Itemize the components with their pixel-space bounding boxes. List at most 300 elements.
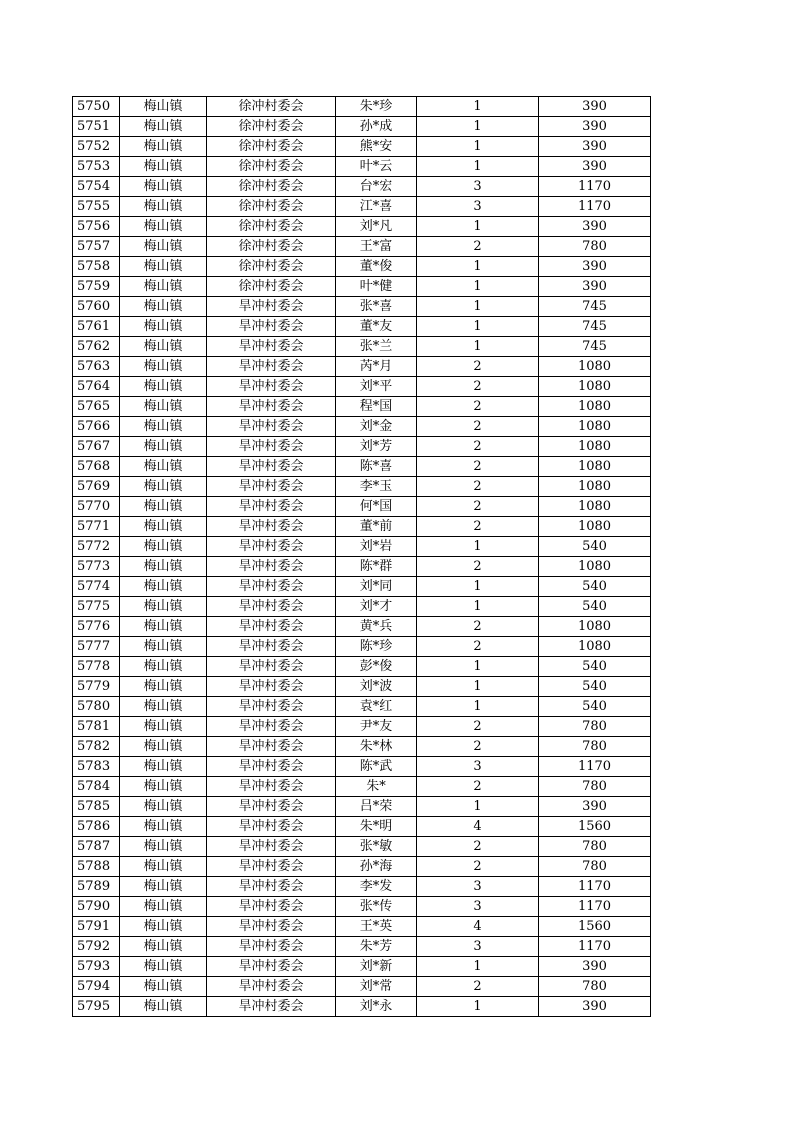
row-number-cell: 5755 — [73, 197, 120, 217]
table-row — [73, 337, 651, 357]
amount-cell: 1080 — [539, 617, 651, 637]
amount-cell: 1080 — [539, 357, 651, 377]
amount-cell: 780 — [539, 777, 651, 797]
count-cell: 1 — [417, 217, 539, 237]
count-cell: 2 — [417, 437, 539, 457]
name-cell: 董*俊 — [336, 257, 417, 277]
town-cell: 梅山镇 — [120, 397, 207, 417]
row-number-cell: 5764 — [73, 377, 120, 397]
row-number-cell: 5785 — [73, 797, 120, 817]
count-cell: 2 — [417, 777, 539, 797]
amount-cell: 540 — [539, 697, 651, 717]
row-number-cell: 5754 — [73, 177, 120, 197]
table-row — [73, 117, 651, 137]
village-committee-cell: 旱冲村委会 — [207, 617, 336, 637]
row-number-cell: 5792 — [73, 937, 120, 957]
amount-cell: 390 — [539, 157, 651, 177]
name-cell: 叶*健 — [336, 277, 417, 297]
name-cell: 黄*兵 — [336, 617, 417, 637]
count-cell: 1 — [417, 117, 539, 137]
count-cell: 1 — [417, 797, 539, 817]
count-cell: 2 — [417, 477, 539, 497]
name-cell: 刘*芳 — [336, 437, 417, 457]
amount-cell: 1080 — [539, 457, 651, 477]
count-cell: 2 — [417, 617, 539, 637]
amount-cell: 1080 — [539, 477, 651, 497]
row-number-cell: 5777 — [73, 637, 120, 657]
count-cell: 1 — [417, 997, 539, 1017]
count-cell: 2 — [417, 397, 539, 417]
row-number-cell: 5762 — [73, 337, 120, 357]
town-cell: 梅山镇 — [120, 577, 207, 597]
table-row — [73, 957, 651, 977]
amount-cell: 745 — [539, 337, 651, 357]
amount-cell: 1170 — [539, 897, 651, 917]
table-row — [73, 417, 651, 437]
table-row — [73, 837, 651, 857]
village-committee-cell: 旱冲村委会 — [207, 357, 336, 377]
village-committee-cell: 旱冲村委会 — [207, 777, 336, 797]
row-number-cell: 5795 — [73, 997, 120, 1017]
count-cell: 1 — [417, 957, 539, 977]
table-row — [73, 557, 651, 577]
table-row — [73, 197, 651, 217]
count-cell: 2 — [417, 457, 539, 477]
amount-cell: 780 — [539, 237, 651, 257]
count-cell: 2 — [417, 497, 539, 517]
data-table — [72, 96, 651, 1017]
village-committee-cell: 旱冲村委会 — [207, 797, 336, 817]
table-row — [73, 617, 651, 637]
amount-cell: 1080 — [539, 417, 651, 437]
name-cell: 朱* — [336, 777, 417, 797]
name-cell: 董*前 — [336, 517, 417, 537]
town-cell: 梅山镇 — [120, 957, 207, 977]
amount-cell: 390 — [539, 957, 651, 977]
village-committee-cell: 旱冲村委会 — [207, 517, 336, 537]
count-cell: 2 — [417, 417, 539, 437]
count-cell: 3 — [417, 937, 539, 957]
table-row — [73, 917, 651, 937]
village-committee-cell: 徐冲村委会 — [207, 177, 336, 197]
amount-cell: 780 — [539, 977, 651, 997]
count-cell: 1 — [417, 137, 539, 157]
count-cell: 2 — [417, 557, 539, 577]
village-committee-cell: 旱冲村委会 — [207, 477, 336, 497]
town-cell: 梅山镇 — [120, 357, 207, 377]
town-cell: 梅山镇 — [120, 517, 207, 537]
name-cell: 王*英 — [336, 917, 417, 937]
village-committee-cell: 旱冲村委会 — [207, 877, 336, 897]
table-row — [73, 577, 651, 597]
village-committee-cell: 旱冲村委会 — [207, 937, 336, 957]
name-cell: 陈*群 — [336, 557, 417, 577]
village-committee-cell: 徐冲村委会 — [207, 257, 336, 277]
village-committee-cell: 旱冲村委会 — [207, 737, 336, 757]
row-number-cell: 5765 — [73, 397, 120, 417]
village-committee-cell: 旱冲村委会 — [207, 837, 336, 857]
table-row — [73, 357, 651, 377]
village-committee-cell: 徐冲村委会 — [207, 217, 336, 237]
table-row — [73, 497, 651, 517]
row-number-cell: 5780 — [73, 697, 120, 717]
town-cell: 梅山镇 — [120, 417, 207, 437]
amount-cell: 1560 — [539, 817, 651, 837]
town-cell: 梅山镇 — [120, 557, 207, 577]
amount-cell: 540 — [539, 597, 651, 617]
town-cell: 梅山镇 — [120, 977, 207, 997]
village-committee-cell: 旱冲村委会 — [207, 897, 336, 917]
name-cell: 张*喜 — [336, 297, 417, 317]
amount-cell: 390 — [539, 117, 651, 137]
count-cell: 3 — [417, 877, 539, 897]
village-committee-cell: 旱冲村委会 — [207, 457, 336, 477]
village-committee-cell: 旱冲村委会 — [207, 497, 336, 517]
name-cell: 熊*安 — [336, 137, 417, 157]
name-cell: 李*玉 — [336, 477, 417, 497]
village-committee-cell: 徐冲村委会 — [207, 97, 336, 117]
row-number-cell: 5789 — [73, 877, 120, 897]
town-cell: 梅山镇 — [120, 697, 207, 717]
name-cell: 刘*平 — [336, 377, 417, 397]
town-cell: 梅山镇 — [120, 777, 207, 797]
row-number-cell: 5778 — [73, 657, 120, 677]
row-number-cell: 5775 — [73, 597, 120, 617]
table-row — [73, 937, 651, 957]
name-cell: 陈*珍 — [336, 637, 417, 657]
amount-cell: 540 — [539, 657, 651, 677]
row-number-cell: 5759 — [73, 277, 120, 297]
village-committee-cell: 旱冲村委会 — [207, 677, 336, 697]
count-cell: 2 — [417, 717, 539, 737]
name-cell: 台*宏 — [336, 177, 417, 197]
amount-cell: 1170 — [539, 937, 651, 957]
town-cell: 梅山镇 — [120, 637, 207, 657]
amount-cell: 780 — [539, 737, 651, 757]
amount-cell: 390 — [539, 277, 651, 297]
table-row — [73, 697, 651, 717]
row-number-cell: 5767 — [73, 437, 120, 457]
name-cell: 吕*荣 — [336, 797, 417, 817]
name-cell: 张*敏 — [336, 837, 417, 857]
town-cell: 梅山镇 — [120, 937, 207, 957]
count-cell: 2 — [417, 237, 539, 257]
table-row — [73, 997, 651, 1017]
village-committee-cell: 旱冲村委会 — [207, 697, 336, 717]
row-number-cell: 5771 — [73, 517, 120, 537]
count-cell: 1 — [417, 257, 539, 277]
town-cell: 梅山镇 — [120, 277, 207, 297]
town-cell: 梅山镇 — [120, 477, 207, 497]
count-cell: 3 — [417, 897, 539, 917]
amount-cell: 745 — [539, 297, 651, 317]
row-number-cell: 5760 — [73, 297, 120, 317]
town-cell: 梅山镇 — [120, 97, 207, 117]
town-cell: 梅山镇 — [120, 837, 207, 857]
village-committee-cell: 旱冲村委会 — [207, 297, 336, 317]
village-committee-cell: 徐冲村委会 — [207, 157, 336, 177]
table-row — [73, 297, 651, 317]
row-number-cell: 5757 — [73, 237, 120, 257]
town-cell: 梅山镇 — [120, 497, 207, 517]
count-cell: 2 — [417, 357, 539, 377]
name-cell: 陈*喜 — [336, 457, 417, 477]
village-committee-cell: 旱冲村委会 — [207, 397, 336, 417]
row-number-cell: 5773 — [73, 557, 120, 577]
name-cell: 彭*俊 — [336, 657, 417, 677]
village-committee-cell: 旱冲村委会 — [207, 557, 336, 577]
town-cell: 梅山镇 — [120, 157, 207, 177]
amount-cell: 1080 — [539, 497, 651, 517]
town-cell: 梅山镇 — [120, 237, 207, 257]
village-committee-cell: 徐冲村委会 — [207, 277, 336, 297]
row-number-cell: 5761 — [73, 317, 120, 337]
table-row — [73, 97, 651, 117]
village-committee-cell: 旱冲村委会 — [207, 337, 336, 357]
count-cell: 2 — [417, 977, 539, 997]
table-row — [73, 537, 651, 557]
name-cell: 刘*永 — [336, 997, 417, 1017]
row-number-cell: 5753 — [73, 157, 120, 177]
amount-cell: 1170 — [539, 757, 651, 777]
town-cell: 梅山镇 — [120, 597, 207, 617]
amount-cell: 1080 — [539, 377, 651, 397]
table-row — [73, 257, 651, 277]
row-number-cell: 5751 — [73, 117, 120, 137]
amount-cell: 1170 — [539, 877, 651, 897]
row-number-cell: 5782 — [73, 737, 120, 757]
table-row — [73, 277, 651, 297]
name-cell: 刘*才 — [336, 597, 417, 617]
village-committee-cell: 旱冲村委会 — [207, 657, 336, 677]
amount-cell: 780 — [539, 837, 651, 857]
amount-cell: 540 — [539, 537, 651, 557]
row-number-cell: 5752 — [73, 137, 120, 157]
count-cell: 2 — [417, 637, 539, 657]
village-committee-cell: 徐冲村委会 — [207, 237, 336, 257]
amount-cell: 780 — [539, 717, 651, 737]
name-cell: 芮*月 — [336, 357, 417, 377]
name-cell: 孙*成 — [336, 117, 417, 137]
town-cell: 梅山镇 — [120, 257, 207, 277]
count-cell: 1 — [417, 157, 539, 177]
name-cell: 董*友 — [336, 317, 417, 337]
name-cell: 江*喜 — [336, 197, 417, 217]
name-cell: 尹*友 — [336, 717, 417, 737]
count-cell: 3 — [417, 197, 539, 217]
town-cell: 梅山镇 — [120, 917, 207, 937]
name-cell: 袁*红 — [336, 697, 417, 717]
amount-cell: 390 — [539, 797, 651, 817]
name-cell: 刘*常 — [336, 977, 417, 997]
table-row — [73, 717, 651, 737]
row-number-cell: 5779 — [73, 677, 120, 697]
name-cell: 刘*凡 — [336, 217, 417, 237]
row-number-cell: 5786 — [73, 817, 120, 837]
name-cell: 刘*金 — [336, 417, 417, 437]
name-cell: 刘*新 — [336, 957, 417, 977]
row-number-cell: 5763 — [73, 357, 120, 377]
count-cell: 1 — [417, 657, 539, 677]
amount-cell: 390 — [539, 997, 651, 1017]
amount-cell: 390 — [539, 137, 651, 157]
table-row — [73, 217, 651, 237]
name-cell: 刘*波 — [336, 677, 417, 697]
table-row — [73, 177, 651, 197]
town-cell: 梅山镇 — [120, 377, 207, 397]
count-cell: 2 — [417, 377, 539, 397]
count-cell: 1 — [417, 697, 539, 717]
name-cell: 朱*珍 — [336, 97, 417, 117]
town-cell: 梅山镇 — [120, 137, 207, 157]
name-cell: 朱*明 — [336, 817, 417, 837]
name-cell: 朱*芳 — [336, 937, 417, 957]
table-row — [73, 157, 651, 177]
village-committee-cell: 徐冲村委会 — [207, 197, 336, 217]
town-cell: 梅山镇 — [120, 177, 207, 197]
name-cell: 刘*岩 — [336, 537, 417, 557]
town-cell: 梅山镇 — [120, 797, 207, 817]
count-cell: 1 — [417, 97, 539, 117]
count-cell: 1 — [417, 677, 539, 697]
name-cell: 李*发 — [336, 877, 417, 897]
table-row — [73, 517, 651, 537]
table-row — [73, 737, 651, 757]
village-committee-cell: 旱冲村委会 — [207, 437, 336, 457]
village-committee-cell: 旱冲村委会 — [207, 717, 336, 737]
row-number-cell: 5793 — [73, 957, 120, 977]
count-cell: 1 — [417, 277, 539, 297]
table-row — [73, 977, 651, 997]
town-cell: 梅山镇 — [120, 857, 207, 877]
count-cell: 1 — [417, 537, 539, 557]
village-committee-cell: 旱冲村委会 — [207, 597, 336, 617]
village-committee-cell: 旱冲村委会 — [207, 977, 336, 997]
town-cell: 梅山镇 — [120, 297, 207, 317]
name-cell: 朱*林 — [336, 737, 417, 757]
amount-cell: 390 — [539, 217, 651, 237]
village-committee-cell: 旱冲村委会 — [207, 857, 336, 877]
row-number-cell: 5776 — [73, 617, 120, 637]
row-number-cell: 5790 — [73, 897, 120, 917]
town-cell: 梅山镇 — [120, 737, 207, 757]
table-row — [73, 597, 651, 617]
town-cell: 梅山镇 — [120, 897, 207, 917]
town-cell: 梅山镇 — [120, 817, 207, 837]
village-committee-cell: 徐冲村委会 — [207, 137, 336, 157]
amount-cell: 780 — [539, 857, 651, 877]
amount-cell: 540 — [539, 577, 651, 597]
count-cell: 1 — [417, 577, 539, 597]
count-cell: 3 — [417, 757, 539, 777]
row-number-cell: 5788 — [73, 857, 120, 877]
table-row — [73, 677, 651, 697]
row-number-cell: 5769 — [73, 477, 120, 497]
village-committee-cell: 旱冲村委会 — [207, 917, 336, 937]
amount-cell: 1080 — [539, 437, 651, 457]
row-number-cell: 5794 — [73, 977, 120, 997]
name-cell: 王*富 — [336, 237, 417, 257]
village-committee-cell: 旱冲村委会 — [207, 577, 336, 597]
village-committee-cell: 旱冲村委会 — [207, 637, 336, 657]
count-cell: 3 — [417, 177, 539, 197]
table-row — [73, 397, 651, 417]
village-committee-cell: 旱冲村委会 — [207, 377, 336, 397]
name-cell: 叶*云 — [336, 157, 417, 177]
amount-cell: 1170 — [539, 177, 651, 197]
row-number-cell: 5772 — [73, 537, 120, 557]
row-number-cell: 5770 — [73, 497, 120, 517]
amount-cell: 745 — [539, 317, 651, 337]
table-row — [73, 237, 651, 257]
amount-cell: 390 — [539, 257, 651, 277]
name-cell: 陈*武 — [336, 757, 417, 777]
name-cell: 孙*海 — [336, 857, 417, 877]
row-number-cell: 5756 — [73, 217, 120, 237]
name-cell: 张*兰 — [336, 337, 417, 357]
table-row — [73, 437, 651, 457]
town-cell: 梅山镇 — [120, 437, 207, 457]
count-cell: 2 — [417, 517, 539, 537]
count-cell: 2 — [417, 837, 539, 857]
town-cell: 梅山镇 — [120, 757, 207, 777]
table-row — [73, 777, 651, 797]
name-cell: 张*传 — [336, 897, 417, 917]
town-cell: 梅山镇 — [120, 997, 207, 1017]
town-cell: 梅山镇 — [120, 617, 207, 637]
town-cell: 梅山镇 — [120, 217, 207, 237]
count-cell: 1 — [417, 317, 539, 337]
town-cell: 梅山镇 — [120, 677, 207, 697]
row-number-cell: 5750 — [73, 97, 120, 117]
town-cell: 梅山镇 — [120, 457, 207, 477]
village-committee-cell: 旱冲村委会 — [207, 317, 336, 337]
table-row — [73, 757, 651, 777]
table-row — [73, 477, 651, 497]
town-cell: 梅山镇 — [120, 877, 207, 897]
amount-cell: 1560 — [539, 917, 651, 937]
row-number-cell: 5784 — [73, 777, 120, 797]
town-cell: 梅山镇 — [120, 117, 207, 137]
village-committee-cell: 旱冲村委会 — [207, 537, 336, 557]
row-number-cell: 5766 — [73, 417, 120, 437]
table-row — [73, 817, 651, 837]
count-cell: 2 — [417, 857, 539, 877]
count-cell: 1 — [417, 597, 539, 617]
amount-cell: 1080 — [539, 637, 651, 657]
village-committee-cell: 徐冲村委会 — [207, 117, 336, 137]
table-row — [73, 657, 651, 677]
village-committee-cell: 旱冲村委会 — [207, 817, 336, 837]
town-cell: 梅山镇 — [120, 317, 207, 337]
town-cell: 梅山镇 — [120, 717, 207, 737]
count-cell: 4 — [417, 817, 539, 837]
table-row — [73, 457, 651, 477]
row-number-cell: 5781 — [73, 717, 120, 737]
table-row — [73, 897, 651, 917]
amount-cell: 1170 — [539, 197, 651, 217]
amount-cell: 540 — [539, 677, 651, 697]
amount-cell: 1080 — [539, 557, 651, 577]
town-cell: 梅山镇 — [120, 337, 207, 357]
town-cell: 梅山镇 — [120, 657, 207, 677]
row-number-cell: 5783 — [73, 757, 120, 777]
table-row — [73, 857, 651, 877]
count-cell: 4 — [417, 917, 539, 937]
village-committee-cell: 旱冲村委会 — [207, 997, 336, 1017]
table-row — [73, 797, 651, 817]
town-cell: 梅山镇 — [120, 197, 207, 217]
